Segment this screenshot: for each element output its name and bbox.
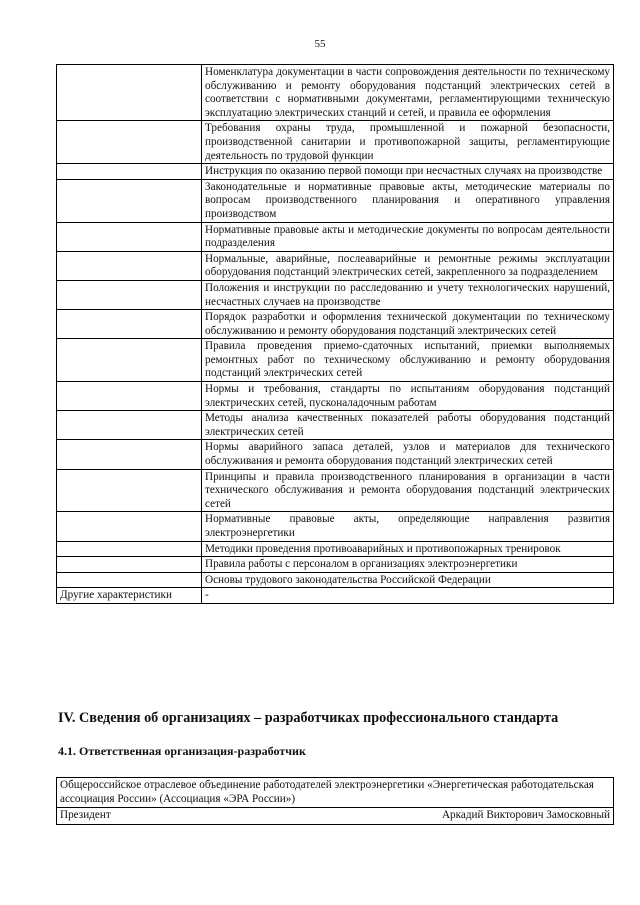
row-label xyxy=(57,222,202,251)
table-row xyxy=(57,411,614,440)
table-row xyxy=(57,251,614,280)
row-text: Положения и инструкции по расследованию и учету технологических нарушений, несчастных случаев на производстве xyxy=(202,280,614,309)
row-text: Нормативные правовые акты и методические документы по вопросам деятельности подразделения xyxy=(202,222,614,251)
table-row xyxy=(57,588,614,604)
row-label xyxy=(57,65,202,121)
row-label xyxy=(57,339,202,382)
table-row xyxy=(57,541,614,557)
row-text: - xyxy=(202,588,614,604)
section-title: IV. Сведения об организациях – разработчиках профессионального стандарта xyxy=(58,710,559,726)
row-text: Нормативные правовые акты, определяющие направления развития электроэнергетики xyxy=(202,512,614,541)
row-label: Другие характеристики xyxy=(57,588,202,604)
row-label xyxy=(57,469,202,512)
knowledge-table-body xyxy=(57,65,614,604)
row-text: Законодательные и нормативные правовые акты, методические материалы по вопросам производственного планирования и оперативного управления производством xyxy=(202,179,614,222)
table-row xyxy=(57,469,614,512)
row-label xyxy=(57,280,202,309)
table-row xyxy=(57,222,614,251)
row-label xyxy=(57,121,202,164)
organization-table xyxy=(56,777,614,825)
subsection-title: 4.1. Ответственная организация-разработчик xyxy=(58,744,306,758)
row-text: Правила проведения приемо-сдаточных испытаний, приемки выполняемых ремонтных работ по техническому обслуживанию и ремонту оборудования подстанций электрических сетей xyxy=(202,339,614,382)
table-row xyxy=(57,440,614,469)
row-label xyxy=(57,557,202,573)
signatory-position: Президент xyxy=(60,809,111,822)
organization-signatory-row xyxy=(57,808,614,825)
row-text: Основы трудового законодательства Российской Федерации xyxy=(202,572,614,588)
row-text: Требования охраны труда, промышленной и пожарной безопасности, производственной санитарии и противопожарной защиты, регламентирующие деятельность по трудовой функции xyxy=(202,121,614,164)
table-row xyxy=(57,310,614,339)
row-text: Инструкция по оказанию первой помощи при несчастных случаях на производстве xyxy=(202,164,614,180)
organization-name: Общероссийское отраслевое объединение работодателей электроэнергетики «Энергетическая работодательская ассоциация России» (Ассоциация «ЭРА России») xyxy=(57,778,614,808)
table-row xyxy=(57,382,614,411)
table-row xyxy=(57,512,614,541)
organization-name-row xyxy=(57,778,614,808)
table-row xyxy=(57,339,614,382)
row-label xyxy=(57,310,202,339)
signatory-cell xyxy=(57,808,614,825)
page-number: 55 xyxy=(314,38,326,50)
row-text: Номенклатура документации в части сопровождения деятельности по техническому обслуживанию и ремонту оборудования подстанций электрических сетей в соответствии с нормативными документами, регламентирующими техническую эксплуатацию электрических станций и сетей, и правила ее оформления xyxy=(202,65,614,121)
table-row xyxy=(57,572,614,588)
row-label xyxy=(57,251,202,280)
table-row xyxy=(57,65,614,121)
row-label xyxy=(57,164,202,180)
row-text: Методики проведения противоаварийных и противопожарных тренировок xyxy=(202,541,614,557)
row-text: Принципы и правила производственного планирования в организации в части технического обслуживания и ремонта оборудования подстанций электрических сетей xyxy=(202,469,614,512)
row-label xyxy=(57,512,202,541)
row-label xyxy=(57,440,202,469)
row-text: Порядок разработки и оформления технической документации по техническому обслуживанию и ремонту оборудования подстанций электрических сетей xyxy=(202,310,614,339)
table-row xyxy=(57,557,614,573)
table-row xyxy=(57,121,614,164)
row-text: Нормы и требования, стандарты по испытаниям оборудования подстанций электрических сетей, пусконаладочным работам xyxy=(202,382,614,411)
table-row xyxy=(57,179,614,222)
row-text: Правила работы с персоналом в организациях электроэнергетики xyxy=(202,557,614,573)
row-label xyxy=(57,382,202,411)
row-label xyxy=(57,179,202,222)
row-label xyxy=(57,572,202,588)
row-label xyxy=(57,541,202,557)
row-text: Методы анализа качественных показателей работы оборудования подстанций электрических сетей xyxy=(202,411,614,440)
signatory-name: Аркадий Викторович Замосковный xyxy=(441,809,610,822)
knowledge-table xyxy=(56,64,614,604)
row-text: Нормы аварийного запаса деталей, узлов и материалов для технического обслуживания и ремонта оборудования подстанций электрических сетей xyxy=(202,440,614,469)
row-label xyxy=(57,411,202,440)
table-row xyxy=(57,280,614,309)
table-row xyxy=(57,164,614,180)
row-text: Нормальные, аварийные, послеаварийные и ремонтные режимы эксплуатации оборудования подстанций электрических сетей, закрепленного за подразделением xyxy=(202,251,614,280)
